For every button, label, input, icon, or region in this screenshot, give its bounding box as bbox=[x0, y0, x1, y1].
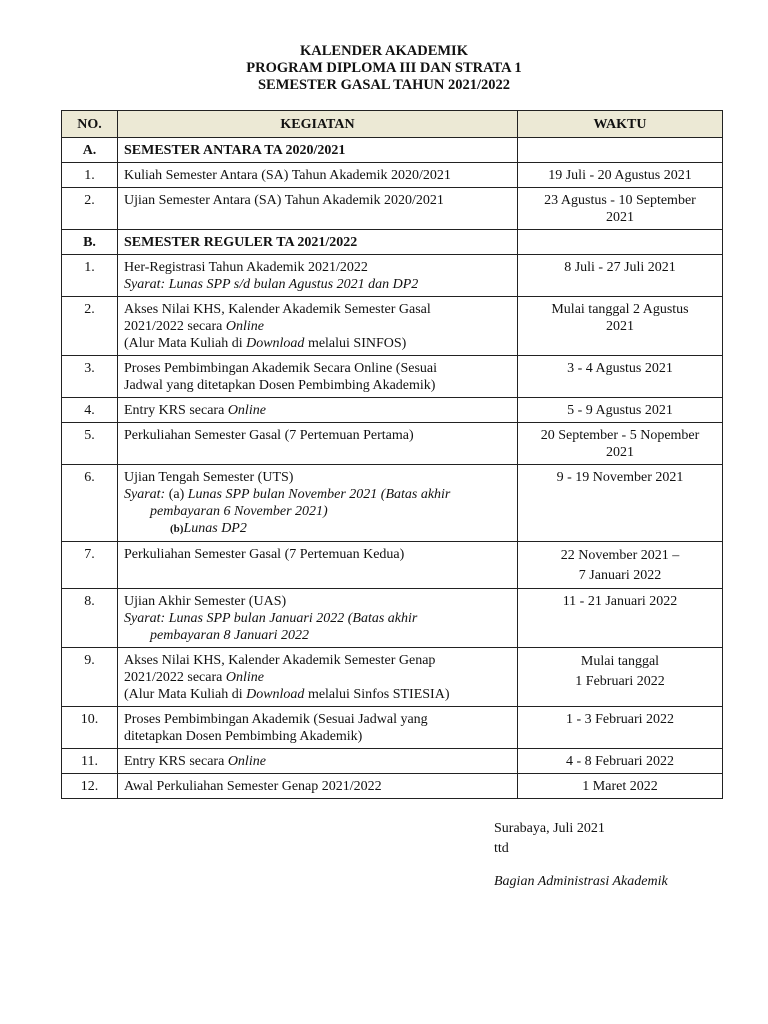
download-text: Download bbox=[246, 336, 305, 351]
row-kegiatan bbox=[118, 255, 518, 297]
row-waktu: 9 - 19 November 2021 bbox=[518, 465, 723, 542]
header-kegiatan: KEGIATAN bbox=[118, 111, 518, 138]
online-text: Online bbox=[227, 403, 266, 418]
row-kegiatan bbox=[118, 297, 518, 356]
row-no: 7. bbox=[62, 542, 118, 589]
text: 2021/2022 secara bbox=[124, 319, 226, 334]
row-kegiatan: Perkuliahan Semester Gasal (7 Pertemuan Pertama) bbox=[118, 423, 518, 465]
table-row bbox=[62, 589, 723, 648]
row-waktu: 19 Juli - 20 Agustus 2021 bbox=[518, 163, 723, 188]
academic-calendar-table bbox=[61, 110, 723, 799]
waktu-line-1: 23 Agustus - 10 September bbox=[544, 193, 696, 208]
syarat-label: Syarat: bbox=[124, 487, 166, 502]
online-text: Online bbox=[225, 670, 264, 685]
waktu-line-2: 2021 bbox=[606, 210, 634, 225]
title-line-2: PROGRAM DIPLOMA III DAN STRATA 1 bbox=[246, 60, 522, 76]
row-waktu bbox=[518, 230, 723, 255]
kegiatan-line-2: Jadwal yang ditetapkan Dosen Pembimbing Akademik) bbox=[124, 378, 436, 393]
row-waktu: 1 - 3 Februari 2022 bbox=[518, 707, 723, 749]
row-kegiatan bbox=[118, 356, 518, 398]
row-waktu: 3 - 4 Agustus 2021 bbox=[518, 356, 723, 398]
row-waktu: 5 - 9 Agustus 2021 bbox=[518, 398, 723, 423]
table-row bbox=[62, 163, 723, 188]
item-a-label: (a) bbox=[165, 487, 188, 502]
place-date: Surabaya, Juli 2021 bbox=[494, 821, 605, 836]
kegiatan-line-3 bbox=[124, 335, 511, 352]
kegiatan-line-1: Proses Pembimbingan Akademik Secara Online (Sesuai bbox=[124, 361, 437, 376]
kegiatan-line-3 bbox=[124, 686, 511, 703]
row-no: 4. bbox=[62, 398, 118, 423]
section-row-b bbox=[62, 230, 723, 255]
table-row bbox=[62, 542, 723, 589]
table-header-row bbox=[62, 111, 723, 138]
waktu-line-2: 7 Januari 2022 bbox=[578, 568, 662, 583]
signatory-role: Bagian Administrasi Akademik bbox=[494, 874, 668, 889]
header-waktu: WAKTU bbox=[518, 111, 723, 138]
row-kegiatan: Awal Perkuliahan Semester Genap 2021/2022 bbox=[118, 774, 518, 799]
kegiatan-line-2 bbox=[124, 318, 511, 335]
table-row bbox=[62, 465, 723, 542]
syarat-line-b bbox=[124, 520, 511, 538]
table-row bbox=[62, 774, 723, 799]
waktu-line-2: 1 Februari 2022 bbox=[575, 674, 665, 689]
row-kegiatan bbox=[118, 648, 518, 707]
section-title: SEMESTER REGULER TA 2021/2022 bbox=[118, 230, 518, 255]
waktu-line-1: 22 November 2021 – bbox=[560, 548, 680, 563]
text: (Alur Mata Kuliah di bbox=[124, 336, 247, 351]
section-title: SEMESTER ANTARA TA 2020/2021 bbox=[118, 138, 518, 163]
row-waktu bbox=[518, 297, 723, 356]
row-no: 9. bbox=[62, 648, 118, 707]
row-kegiatan bbox=[118, 465, 518, 542]
row-no: 6. bbox=[62, 465, 118, 542]
waktu-line-1: Mulai tanggal bbox=[580, 654, 660, 669]
row-waktu: 1 Maret 2022 bbox=[518, 774, 723, 799]
row-no: 3. bbox=[62, 356, 118, 398]
waktu-line-1: 20 September - 5 Nopember bbox=[540, 428, 700, 443]
header-no: NO. bbox=[62, 111, 118, 138]
text: melalui Sinfos STIESIA) bbox=[304, 687, 450, 702]
table-row bbox=[62, 398, 723, 423]
kegiatan-line-2: ditetapkan Dosen Pembimbing Akademik) bbox=[124, 729, 363, 744]
row-kegiatan bbox=[118, 398, 518, 423]
table-row bbox=[62, 356, 723, 398]
table-row bbox=[62, 297, 723, 356]
syarat-text: Syarat: Lunas SPP s/d bulan Agustus 2021 dan DP2 bbox=[124, 277, 419, 292]
row-no: 1. bbox=[62, 163, 118, 188]
row-kegiatan: Ujian Semester Antara (SA) Tahun Akademik 2020/2021 bbox=[118, 188, 518, 230]
row-no: 11. bbox=[62, 749, 118, 774]
title-line-3: SEMESTER GASAL TAHUN 2021/2022 bbox=[257, 77, 511, 93]
kegiatan-line-1: Proses Pembimbingan Akademik (Sesuai Jadwal yang bbox=[124, 712, 428, 727]
waktu-line-2: 2021 bbox=[606, 319, 634, 334]
ttd-text: ttd bbox=[494, 841, 509, 856]
table-row bbox=[62, 188, 723, 230]
row-kegiatan bbox=[118, 707, 518, 749]
syarat-line-a2: pembayaran 6 November 2021) bbox=[150, 504, 328, 519]
row-waktu bbox=[518, 542, 723, 589]
kegiatan-line-2 bbox=[124, 669, 511, 686]
row-waktu bbox=[518, 423, 723, 465]
table-row bbox=[62, 707, 723, 749]
row-waktu bbox=[518, 648, 723, 707]
row-no: 8. bbox=[62, 589, 118, 648]
syarat-line-2: pembayaran 8 Januari 2022 bbox=[150, 628, 310, 643]
table-row bbox=[62, 423, 723, 465]
download-text: Download bbox=[246, 687, 305, 702]
row-waktu bbox=[518, 138, 723, 163]
online-text: Online bbox=[227, 754, 266, 769]
row-kegiatan: Perkuliahan Semester Gasal (7 Pertemuan Kedua) bbox=[118, 542, 518, 589]
row-kegiatan: Kuliah Semester Antara (SA) Tahun Akademik 2020/2021 bbox=[118, 163, 518, 188]
kegiatan-line-1: Akses Nilai KHS, Kalender Akademik Semester Genap bbox=[124, 653, 436, 668]
row-waktu bbox=[518, 188, 723, 230]
row-waktu: 4 - 8 Februari 2022 bbox=[518, 749, 723, 774]
row-kegiatan bbox=[118, 749, 518, 774]
table-row bbox=[62, 255, 723, 297]
waktu-line-1: Mulai tanggal 2 Agustus bbox=[551, 302, 689, 317]
item-a-text: Lunas SPP bulan November 2021 (Batas akhir bbox=[187, 487, 451, 502]
item-b-label: (b) bbox=[170, 523, 184, 535]
syarat-line-1: Syarat: Lunas SPP bulan Januari 2022 (Batas akhir bbox=[124, 611, 418, 626]
text: Entry KRS secara bbox=[124, 754, 228, 769]
signature-block bbox=[494, 819, 668, 892]
online-text: Online bbox=[225, 319, 264, 334]
title-line-1: KALENDER AKADEMIK bbox=[300, 43, 468, 59]
row-no: 1. bbox=[62, 255, 118, 297]
section-row-a bbox=[62, 138, 723, 163]
kegiatan-line-1: Ujian Akhir Semester (UAS) bbox=[124, 594, 287, 609]
text: 2021/2022 secara bbox=[124, 670, 226, 685]
row-no: 2. bbox=[62, 188, 118, 230]
row-no: A. bbox=[62, 138, 118, 163]
row-no: 12. bbox=[62, 774, 118, 799]
kegiatan-line-1: Akses Nilai KHS, Kalender Akademik Semester Gasal bbox=[124, 302, 431, 317]
row-kegiatan bbox=[118, 589, 518, 648]
waktu-line-2: 2021 bbox=[606, 445, 634, 460]
row-waktu: 8 Juli - 27 Juli 2021 bbox=[518, 255, 723, 297]
text: melalui SINFOS) bbox=[304, 336, 407, 351]
row-no: 2. bbox=[62, 297, 118, 356]
row-no: B. bbox=[62, 230, 118, 255]
text: (Alur Mata Kuliah di bbox=[124, 687, 247, 702]
kegiatan-text: Her-Registrasi Tahun Akademik 2021/2022 bbox=[124, 260, 368, 275]
text: Entry KRS secara bbox=[124, 403, 228, 418]
item-b-text: Lunas DP2 bbox=[183, 521, 247, 536]
table-row bbox=[62, 749, 723, 774]
kegiatan-line-1: Ujian Tengah Semester (UTS) bbox=[124, 470, 294, 485]
row-no: 10. bbox=[62, 707, 118, 749]
row-no: 5. bbox=[62, 423, 118, 465]
syarat-line-a bbox=[124, 486, 511, 503]
table-row bbox=[62, 648, 723, 707]
document-title bbox=[0, 43, 768, 94]
row-waktu: 11 - 21 Januari 2022 bbox=[518, 589, 723, 648]
